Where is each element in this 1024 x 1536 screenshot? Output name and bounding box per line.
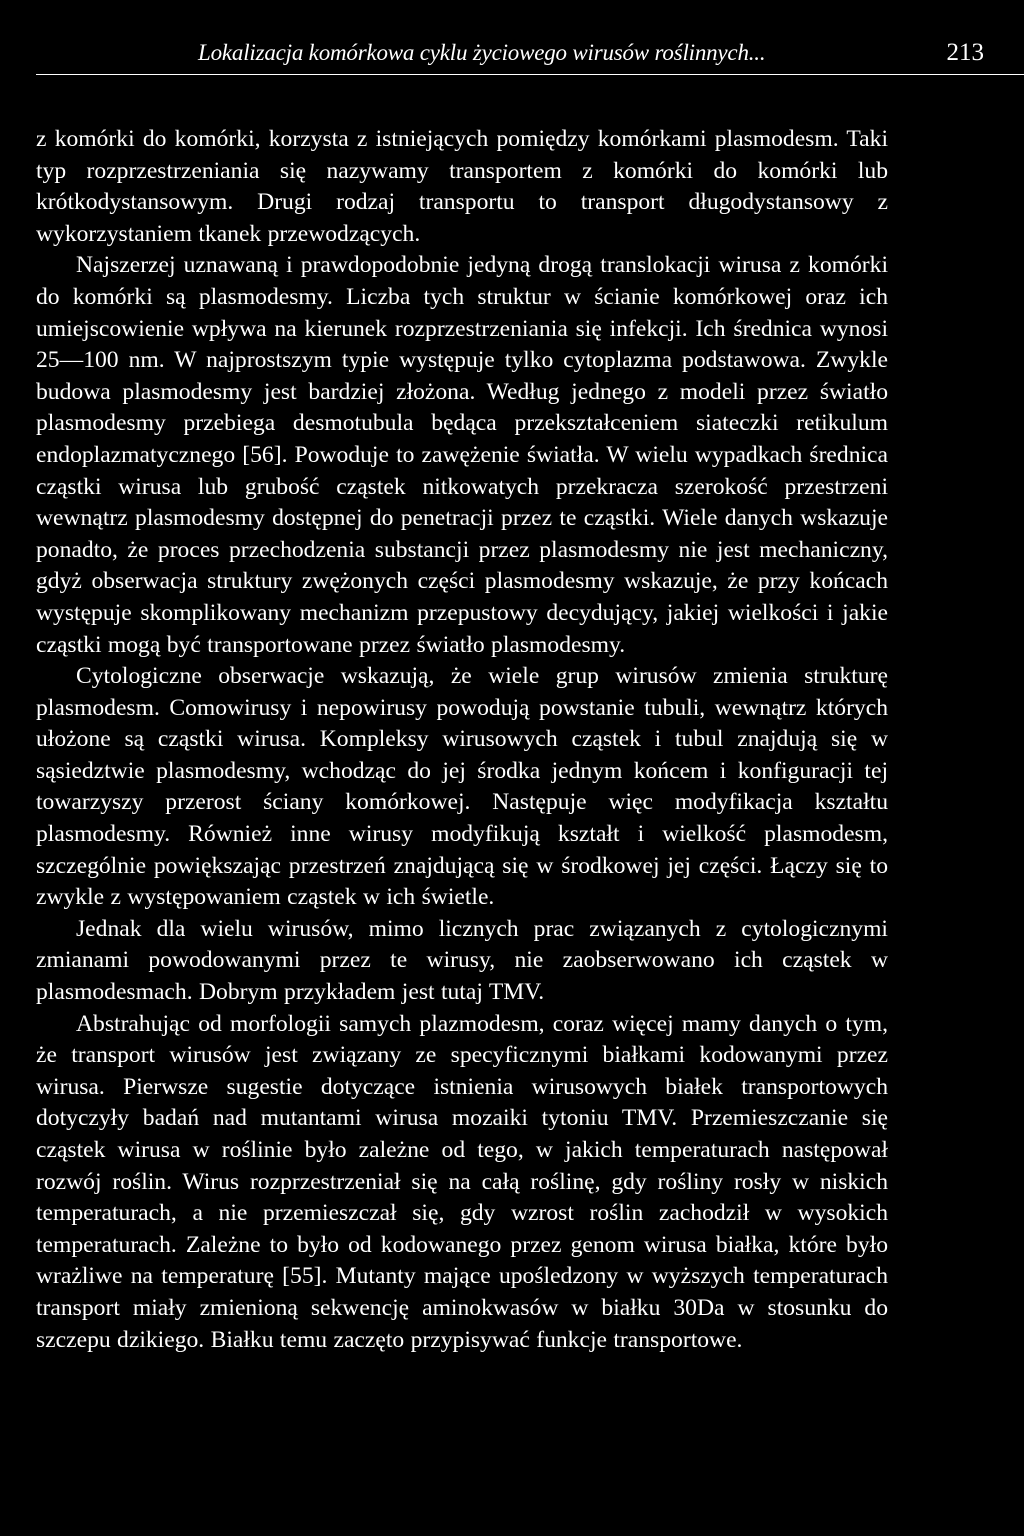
running-title: Lokalizacja komórkowa cyklu życiowego wirusów roślinnych...	[198, 40, 766, 65]
paragraph-plasmodesmata: Najszerzej uznawaną i prawdopodobnie jedyną drogą translokacji wirusa z komórki do komórki są plasmodesmy. Liczba tych struktur w ścianie komórkowej oraz ich umiejscowienie wpływa na kierunek rozprzestrzeniania się infekcji. Ich średnica wynosi 25—100 nm. W najprostszym typie występuje tylko cytoplazma podstawowa. Zwykle budowa plasmodesmy jest bardziej złożona. Według jednego z modeli przez światło plasmodesmy przebiega desmotubula będąca przekształceniem siateczki retikulum endoplazmatycznego [56]. Powoduje to zawężenie światła. W wielu wypadkach średnica cząstki wirusa lub grubość cząstek nitkowatych przekracza szerokość przestrzeni wewnątrz plasmodesmy dostępnej do penetracji przez te cząstki. Wiele danych wskazuje ponadto, że proces przechodzenia substancji przez plasmodesmy nie jest mechaniczny, gdyż obserwacja struktury zwężonych części plasmodesmy wskazuje, że przy końcach występuje skomplikowany mechanizm przepustowy decydujący, jakiej wielkości i jakie cząstki mogą być transportowane przez światło plasmodesmy.	[36, 252, 888, 658]
book-page	[36, 30, 984, 1356]
paragraph-continuation: z komórki do komórki, korzysta z istniejących pomiędzy komórkami plasmodesm. Taki typ rozprzestrzeniania się nazywamy transportem z komórki do komórki lub krótkodystansowym. Drugi rodzaj transportu to transport długodystansowy z wykorzystaniem tkanek przewodzących.	[36, 126, 888, 247]
paragraph-cytological-observations: Cytologiczne obserwacje wskazują, że wiele grup wirusów zmienia strukturę plasmodesm. Comowirusy i nepowirusy powodują powstanie tubuli, wewnątrz których ułożone są cząstki wirusa. Kompleksy wirusowych cząstek i tubul znajdują się w sąsiedztwie plasmodesmy, wchodząc do jej środka jednym końcem i konfiguracji tej towarzyszy przerost ściany komórkowej. Następuje więc modyfikacja kształtu plasmodesmy. Również inne wirusy modyfikują kształt i wielkość plasmodesm, szczególnie powiększając przestrzeń znajdującą się w środkowej jej części. Łączy się to zwykle z występowaniem cząstek w ich świetle.	[36, 663, 888, 911]
paragraph-tmv-example: Jednak dla wielu wirusów, mimo licznych prac związanych z cytologicznymi zmianami powodowanymi przez te wirusy, nie zaobserwowano ich cząstek w plasmodesmach. Dobrym przykładem jest tutaj TMV.	[36, 915, 888, 1006]
page-number: 213	[946, 39, 984, 66]
running-header	[36, 30, 1024, 75]
paragraph-transport-proteins: Abstrahując od morfologii samych plazmodesm, coraz więcej mamy danych o tym, że transport wirusów jest związany ze specyficznymi białkami kodowanymi przez wirusa. Pierwsze sugestie dotyczące istnienia wirusowych białek transportowych dotyczyły badań nad mutantami wirusa mozaiki tytoniu TMV. Przemieszczanie się cząstek wirusa w roślinie było zależne od tego, w jakich temperaturach następował rozwój roślin. Wirus rozprzestrzeniał się na całą roślinę, gdy rośliny rosły w niskich temperaturach, a nie przemieszczał się, gdy wzrost roślin zachodził w wysokich temperaturach. Zależne to było od kodowanego przez genom wirusa białka, które było wrażliwe na temperaturę [55]. Mutanty mające upośledzony w wyższych temperaturach transport miały zmienioną sekwencję aminokwasów w białku 30Da w stosunku do szczepu dzikiego. Białku temu zaczęto przypisywać funkcje transportowe.	[36, 1010, 888, 1353]
body-text	[36, 124, 888, 1356]
